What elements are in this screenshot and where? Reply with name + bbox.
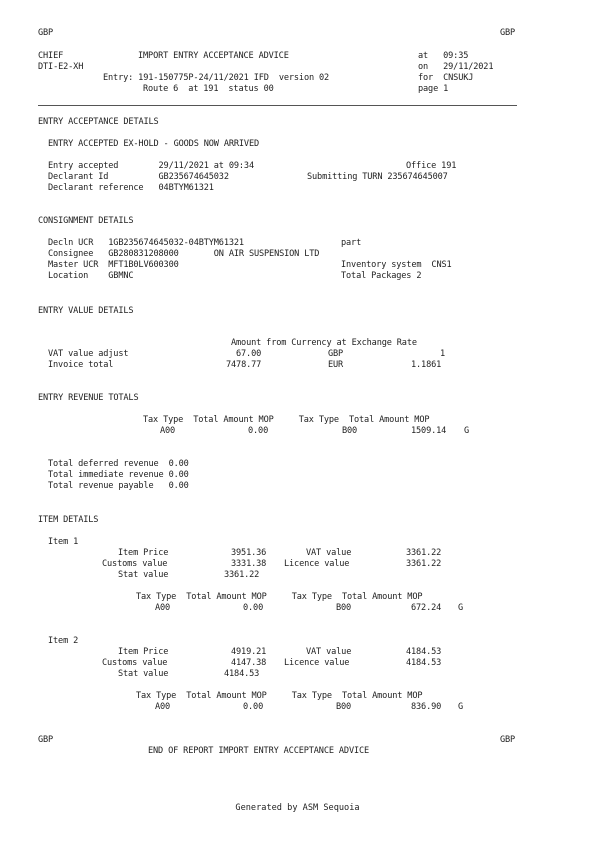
revenue-tax-amount-b: 1509.14 [411, 426, 447, 436]
declarant-reference: Declarant reference 04BTYM61321 [48, 183, 214, 193]
vat-adjust-label: VAT value adjust [48, 349, 129, 359]
report-id: DTI-E2-XH [38, 62, 84, 72]
page-number: page 1 [418, 84, 449, 94]
customs-value-label: Customs value [102, 559, 168, 569]
footer-gbp-left: GBP [38, 735, 54, 745]
item-price-value: 4919.21 [231, 647, 267, 657]
vat-adjust-amount: 67.00 [236, 349, 262, 359]
revenue-tax-amount-a: 0.00 [248, 426, 269, 436]
item-tax-amount-b: 672.24 [411, 603, 442, 613]
acceptance-heading: ENTRY ACCEPTANCE DETAILS [38, 117, 159, 127]
item-tax-amount-a: 0.00 [243, 702, 264, 712]
route-status: Route 6 at 191 status 00 [143, 84, 274, 94]
entry-reference: Entry: 191-150775P-24/11/2021 IFD version 02 [103, 73, 330, 83]
value-column-header: Amount from Currency at Exchange Rate [231, 338, 417, 348]
invoice-total-label: Invoice total [48, 360, 114, 370]
stat-value-label: Stat value [118, 570, 169, 580]
report-title: IMPORT ENTRY ACCEPTANCE ADVICE [138, 51, 289, 61]
vat-adjust-currency: GBP [328, 349, 344, 359]
report-time: at 09:35 [418, 51, 469, 61]
customs-value: 3331.38 [231, 559, 267, 569]
item-tax-type-a: A00 [155, 702, 171, 712]
item-tax-type-b: B00 [336, 702, 352, 712]
licence-value: 4184.53 [406, 658, 442, 668]
revenue-mop-b: G [464, 426, 470, 436]
header-gbp-left: GBP [38, 28, 54, 38]
revenue-heading: ENTRY REVENUE TOTALS [38, 393, 139, 403]
item-title: Item 1 [48, 537, 79, 547]
licence-value: 3361.22 [406, 559, 442, 569]
vat-adjust-rate: 1 [440, 349, 446, 359]
item-mop-b: G [458, 603, 464, 613]
end-of-report: END OF REPORT IMPORT ENTRY ACCEPTANCE ADVICE [148, 746, 370, 756]
item-tax-amount-b: 836.90 [411, 702, 442, 712]
item-tax-header: Tax Type Total Amount MOP Tax Type Total Amount MOP [136, 691, 423, 701]
system-name: CHIEF [38, 51, 64, 61]
vat-value: 4184.53 [406, 647, 442, 657]
stat-value-label: Stat value [118, 669, 169, 679]
invoice-total-amount: 7478.77 [226, 360, 262, 370]
item-price-value: 3951.36 [231, 548, 267, 558]
item-tax-amount-a: 0.00 [243, 603, 264, 613]
invoice-total-rate: 1.1861 [411, 360, 442, 370]
customs-value: 4147.38 [231, 658, 267, 668]
item-price-label: Item Price [118, 548, 169, 558]
decln-ucr: Decln UCR 1GB235674645032-04BTYM61321 [48, 238, 244, 248]
footer-gbp-right: GBP [500, 735, 516, 745]
item-tax-type-a: A00 [155, 603, 171, 613]
inventory-system: Inventory system CNS1 [341, 260, 452, 270]
item-tax-type-b: B00 [336, 603, 352, 613]
master-ucr: Master UCR MFT1B0LV600300 [48, 260, 179, 270]
item-tax-header: Tax Type Total Amount MOP Tax Type Total Amount MOP [136, 592, 423, 602]
item-price-label: Item Price [118, 647, 169, 657]
licence-value-label: Licence value [284, 559, 350, 569]
submitting-turn: Submitting TURN 235674645007 [307, 172, 448, 182]
customs-value-label: Customs value [102, 658, 168, 668]
generated-by: Generated by ASM Sequoia [235, 803, 360, 813]
consignment-heading: CONSIGNMENT DETAILS [38, 216, 134, 226]
vat-value: 3361.22 [406, 548, 442, 558]
value-heading: ENTRY VALUE DETAILS [38, 306, 134, 316]
stat-value: 4184.53 [224, 669, 260, 679]
entry-accepted: Entry accepted 29/11/2021 at 09:34 [48, 161, 254, 171]
acceptance-status: ENTRY ACCEPTED EX-HOLD - GOODS NOW ARRIVED [48, 139, 260, 149]
report-date: on 29/11/2021 [418, 62, 494, 72]
header-gbp-right: GBP [500, 28, 516, 38]
vat-value-label: VAT value [306, 548, 352, 558]
declarant-id: Declarant Id GB235674645032 [48, 172, 229, 182]
header-divider [38, 105, 517, 106]
stat-value: 3361.22 [224, 570, 260, 580]
revenue-tax-type-a: A00 [160, 426, 176, 436]
items-heading: ITEM DETAILS [38, 515, 99, 525]
vat-value-label: VAT value [306, 647, 352, 657]
total-immediate-revenue: Total immediate revenue 0.00 [48, 470, 189, 480]
report-recipient: for CNSUKJ [418, 73, 474, 83]
item-title: Item 2 [48, 636, 79, 646]
part-flag: part [341, 238, 362, 248]
item-mop-b: G [458, 702, 464, 712]
revenue-column-header: Tax Type Total Amount MOP Tax Type Total Amount MOP [143, 415, 430, 425]
location: Location GBMNC [48, 271, 134, 281]
office: Office 191 [406, 161, 457, 171]
consignee: Consignee GB280831208000 ON AIR SUSPENSION LTD [48, 249, 320, 259]
revenue-tax-type-b: B00 [342, 426, 358, 436]
total-packages: Total Packages 2 [341, 271, 422, 281]
total-deferred-revenue: Total deferred revenue 0.00 [48, 459, 189, 469]
total-revenue-payable: Total revenue payable 0.00 [48, 481, 189, 491]
invoice-total-currency: EUR [328, 360, 344, 370]
licence-value-label: Licence value [284, 658, 350, 668]
